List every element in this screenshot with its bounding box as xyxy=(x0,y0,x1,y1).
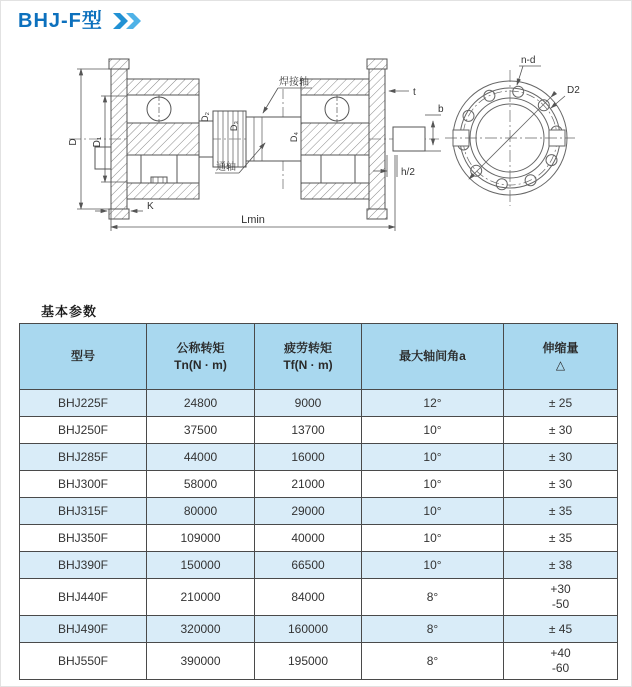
right-bearing-housing xyxy=(301,79,369,199)
cell-model: BHJ250F xyxy=(20,417,147,444)
cell-ext: ± 38 xyxy=(504,552,618,579)
left-bearing-housing xyxy=(127,79,199,199)
dim-D3-label: D₃ xyxy=(229,120,239,132)
table-header-row xyxy=(20,324,618,390)
cell-tn: 150000 xyxy=(147,552,255,579)
cell-tf: 9000 xyxy=(255,390,362,417)
svg-text:t: t xyxy=(413,87,416,98)
cell-tf: 40000 xyxy=(255,525,362,552)
technical-drawing xyxy=(1,51,632,243)
cell-model: BHJ300F xyxy=(20,471,147,498)
table-row xyxy=(20,444,618,471)
callout-D2 xyxy=(551,85,580,108)
cell-tf: 13700 xyxy=(255,417,362,444)
svg-text:n-d: n-d xyxy=(521,55,536,66)
cell-tn: 109000 xyxy=(147,525,255,552)
cell-ext: +40 -60 xyxy=(504,643,618,680)
svg-text:通轴: 通轴 xyxy=(216,162,236,173)
cell-model: BHJ285F xyxy=(20,444,147,471)
cell-tn: 210000 xyxy=(147,579,255,616)
table-row xyxy=(20,417,618,444)
svg-text:b: b xyxy=(438,104,444,115)
table-row xyxy=(20,525,618,552)
dim-D1-label: D₁ xyxy=(92,136,103,148)
table-row xyxy=(20,471,618,498)
col-header-max-angle: 最大轴间角a xyxy=(362,324,504,390)
table-row xyxy=(20,579,618,616)
cell-ext: ± 45 xyxy=(504,616,618,643)
parameters-table xyxy=(19,323,618,680)
page-title: BHJ-F型 xyxy=(18,10,103,32)
double-chevron-icon xyxy=(112,12,146,30)
cell-angle: 10° xyxy=(362,444,504,471)
dim-D2-side-label: D₂ xyxy=(200,112,210,122)
cell-angle: 10° xyxy=(362,552,504,579)
dim-b xyxy=(425,104,444,151)
table-row xyxy=(20,390,618,417)
section-heading: 基本参数 xyxy=(41,304,98,319)
cell-ext: ± 30 xyxy=(504,444,618,471)
cell-tn: 80000 xyxy=(147,498,255,525)
cell-tn: 390000 xyxy=(147,643,255,680)
col-header-model: 型号 xyxy=(20,324,147,390)
table-row xyxy=(20,552,618,579)
cell-angle: 10° xyxy=(362,417,504,444)
col-header-fatigue-torque: 疲劳转矩 Tf(N · m) xyxy=(255,324,362,390)
svg-text:Lmin: Lmin xyxy=(241,214,265,226)
cell-model: BHJ350F xyxy=(20,525,147,552)
right-shaft-end xyxy=(393,127,425,151)
cell-tf: 160000 xyxy=(255,616,362,643)
cell-angle: 10° xyxy=(362,525,504,552)
table-row xyxy=(20,643,618,680)
cell-ext: ± 30 xyxy=(504,471,618,498)
cell-angle: 10° xyxy=(362,498,504,525)
svg-text:K: K xyxy=(147,201,154,212)
col-header-nominal-torque: 公称转矩 Tn(N · m) xyxy=(147,324,255,390)
cell-model: BHJ225F xyxy=(20,390,147,417)
right-flange xyxy=(367,59,387,219)
flange-end-view xyxy=(445,70,575,206)
cell-tn: 24800 xyxy=(147,390,255,417)
cell-angle: 8° xyxy=(362,616,504,643)
cell-angle: 8° xyxy=(362,643,504,680)
left-flange xyxy=(109,59,129,219)
cell-tn: 37500 xyxy=(147,417,255,444)
col-header-extension: 伸缩量 △ xyxy=(504,324,618,390)
cell-ext: ± 35 xyxy=(504,525,618,552)
cell-tf: 16000 xyxy=(255,444,362,471)
cell-tf: 21000 xyxy=(255,471,362,498)
table-row xyxy=(20,498,618,525)
cell-model: BHJ550F xyxy=(20,643,147,680)
cell-angle: 8° xyxy=(362,579,504,616)
title-bar xyxy=(18,9,146,33)
cell-tf: 84000 xyxy=(255,579,362,616)
svg-text:D2: D2 xyxy=(567,85,580,96)
dim-t xyxy=(389,87,416,98)
cell-model: BHJ315F xyxy=(20,498,147,525)
cell-tn: 44000 xyxy=(147,444,255,471)
callout-nd xyxy=(517,55,541,85)
dim-D4-label: D₄ xyxy=(289,131,299,143)
cell-model: BHJ490F xyxy=(20,616,147,643)
left-spline-sleeve xyxy=(213,111,246,167)
cell-ext: +30 -50 xyxy=(504,579,618,616)
cell-model: BHJ390F xyxy=(20,552,147,579)
cell-tn: 58000 xyxy=(147,471,255,498)
table-row xyxy=(20,616,618,643)
svg-text:h/2: h/2 xyxy=(401,167,415,178)
dim-D-label: D xyxy=(68,138,79,146)
cell-tf: 66500 xyxy=(255,552,362,579)
cell-model: BHJ440F xyxy=(20,579,147,616)
cell-ext: ± 25 xyxy=(504,390,618,417)
cell-ext: ± 35 xyxy=(504,498,618,525)
left-shaft-step xyxy=(199,121,213,157)
cell-tf: 195000 xyxy=(255,643,362,680)
cell-ext: ± 30 xyxy=(504,417,618,444)
cell-tf: 29000 xyxy=(255,498,362,525)
cell-angle: 10° xyxy=(362,471,504,498)
left-flange-bolt xyxy=(95,147,111,169)
cell-tn: 320000 xyxy=(147,616,255,643)
cell-angle: 12° xyxy=(362,390,504,417)
svg-text:焊接轴: 焊接轴 xyxy=(279,77,309,88)
